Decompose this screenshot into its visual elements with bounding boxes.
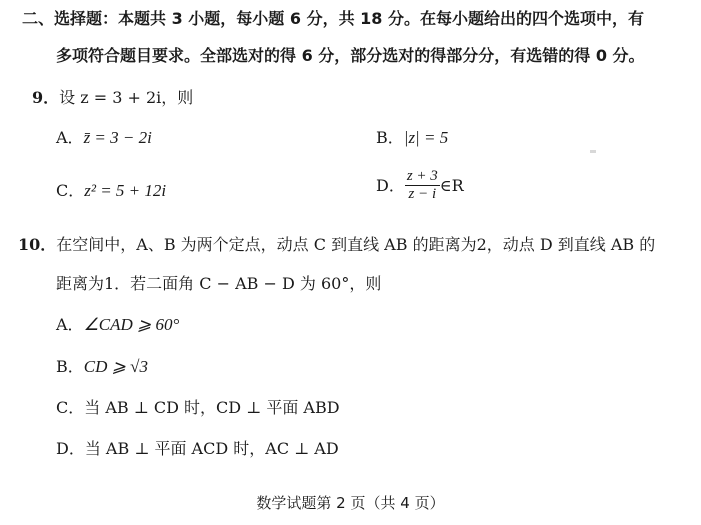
q9-option-b-text: |z| = 5 [403,128,449,147]
question-10-stem-line1 [18,234,655,256]
q9-option-b-letter: B． [376,128,404,147]
question-9-number: 9． [32,88,60,107]
q9-option-a-text: z̄ = 3 − 2i [83,128,152,147]
q9-option-c-text: z² = 5 + 12i [84,181,167,200]
q9-option-a [56,127,152,149]
q9-option-d [376,168,464,203]
q10-option-b-letter: B． [56,357,84,376]
q10-option-a-letter: A． [56,315,84,334]
page-footer: 数学试题第 2 页（共 4 页） [256,494,445,512]
q9-option-c [56,180,166,202]
section-heading [22,8,644,30]
section-title: 二、选择题： [22,9,119,28]
q9-option-d-denominator: z − i [408,186,437,202]
q10-option-b [56,356,148,378]
question-9-stem [32,87,193,109]
q9-option-d-letter: D． [376,176,405,195]
q9-option-b [376,127,448,149]
q10-option-d-letter: D． [56,439,85,458]
q10-option-b-text: CD ⩾ √3 [83,357,148,376]
q10-option-d [56,438,339,460]
question-10-number: 10． [18,235,57,254]
q10-option-c-text: 当 AB ⊥ CD 时，CD ⊥ 平面 ABD [84,398,340,417]
q10-option-c [56,397,340,419]
question-10-text-line1: 在空间中，A、B 为两个定点，动点 C 到直线 AB 的距离为2，动点 D 到直线 AB 的 [56,235,656,254]
q9-option-d-tail: ∈R [439,176,464,195]
q10-option-d-text: 当 AB ⊥ 平面 ACD 时，AC ⊥ AD [84,439,339,458]
q10-option-c-letter: C． [56,398,85,417]
q9-option-d-fraction [405,168,440,203]
question-10-stem-line2: 距离为1．若二面角 C − AB − D 为 60°，则 [56,274,382,293]
scan-speck [590,150,596,153]
q9-option-d-numerator: z + 3 [406,168,438,184]
question-9-text: 设 z = 3 + 2i，则 [59,88,194,107]
q9-option-c-letter: C． [56,181,85,200]
q10-option-a [56,314,179,336]
section-intro-line1: 本题共 3 小题，每小题 6 分，共 18 分。在每小题给出的四个选项中，有 [118,9,644,28]
section-intro-line2: 多项符合题目要求。全部选对的得 6 分，部分选对的得部分分，有选错的得 0 分。 [56,46,645,65]
q10-option-a-text: ∠CAD ⩾ 60° [83,315,180,334]
q9-option-a-letter: A． [56,128,84,147]
